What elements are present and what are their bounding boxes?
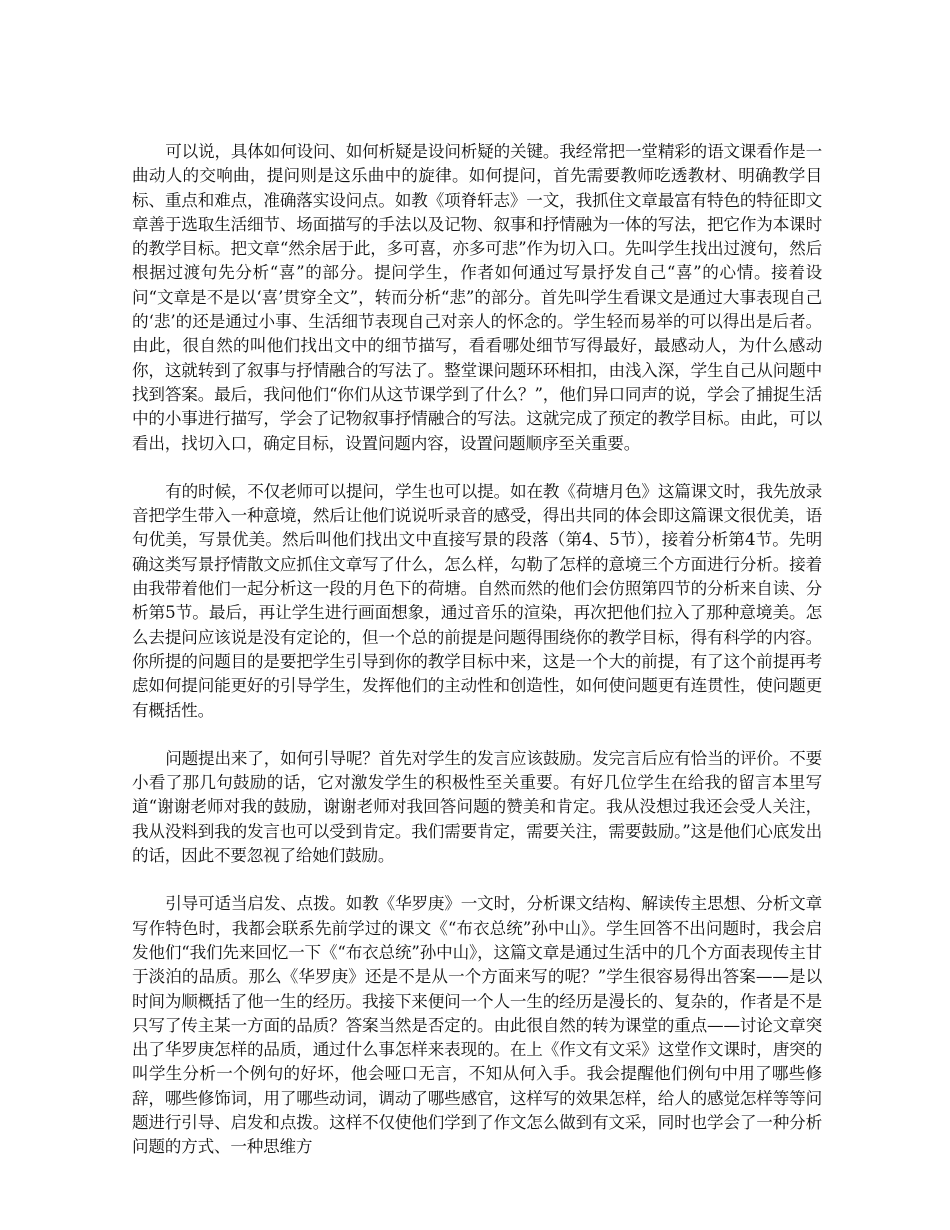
paragraph-4: 引导可适当启发、点拨。如教《华罗庚》一文时，分析课文结构、解读传主思想、分析文章写作特色时，我都会联系先前学过的课文《“布衣总统”孙中山》。学生回答不出问题时，我会启发他们“我们先来回忆一下《“布衣总统”孙中山》，这篇文章是通过生活中的几个方面表现传主甘于淡泊的品质。那么《华罗庚》还是不是从一个方面来写的呢？”学生很容易得出答案——是以时间为顺概括了他一生的经历。我接下来便问一个人一生的经历是漫长的、复杂的，作者是不是只写了传主某一方面的品质？答案当然是否定的。由此很自然的转为课堂的重点——讨论文章突出了华罗庚怎样的品质，通过什么事怎样来表现的。在上《作文有文采》这堂作文课时，唐突的叫学生分析一个例句的好坏，他会哑口无言，不知从何入手。我会提醒他们例句中用了哪些修辞，哪些修饰词，用了哪些动词，调动了哪些感官，这样写的效果怎样，给人的感觉怎样等等问题进行引导、启发和点拨。这样不仅使他们学到了作文怎么做到有文采，同时也学会了一种分析问题的方式、一种思维方 [132, 894, 822, 1157]
paragraph-gap [132, 723, 822, 747]
paragraph-2: 有的时候，不仅老师可以提问，学生也可以提。如在教《荷塘月色》这篇课文时，我先放录音把学生带入一种意境，然后让他们说说听录音的感受，得出共同的体会即这篇课文很优美，语句优美，写景优美。然后叫他们找出文中直接写景的段落（第4、5节），接着分析第4节。先明确这类写景抒情散文应抓住文章写了什么，怎么样，勾勒了怎样的意境三个方面进行分析。接着由我带着他们一起分析这一段的月色下的荷塘。自然而然的他们会仿照第四节的分析来自读、分析第5节。最后，再让学生进行画面想象，通过音乐的渲染，再次把他们拉入了那种意境美。怎么去提问应该说是没有定论的，但一个总的前提是问题得围绕你的教学目标，得有科学的内容。你所提的问题目的是要把学生引导到你的教学目标中来，这是一个大的前提，有了这个前提再考虑如何提问能更好的引导学生，发挥他们的主动性和创造性，如何使问题更有连贯性，使问题更有概括性。 [132, 481, 822, 720]
paragraph-gap [132, 868, 822, 892]
paragraph-gap [132, 456, 822, 480]
document-body [132, 140, 822, 1160]
paragraph-1: 可以说，具体如何设问、如何析疑是设问析疑的关键。我经常把一堂精彩的语文课看作是一曲动人的交响曲，提问则是这乐曲中的旋律。如何提问，首先需要教师吃透教材、明确教学目标、重点和难点，准确落实设问点。如教《项脊轩志》一文，我抓住文章最富有特色的特征即文章善于选取生活细节、场面描写的手法以及记物、叙事和抒情融为一体的写法，把它作为本课时的教学目标。把文章“然余居于此，多可喜，亦多可悲”作为切入口。先叫学生找出过渡句，然后根据过渡句先分析“喜”的部分。提问学生，作者如何通过写景抒发自己“喜”的心情。接着设问“文章是不是以‘喜’贯穿全文”，转而分析“悲”的部分。首先叫学生看课文是通过大事表现自己的‘悲’的还是通过小事、生活细节表现自己对亲人的怀念的。学生轻而易举的可以得出是后者。由此，很自然的叫他们找出文中的细节描写，看看哪处细节写得最好，最感动人，为什么感动你，这就转到了叙事与抒情融合的写法了。整堂课问题环环相扣，由浅入深，学生自己从问题中找到答案。最后，我问他们“你们从这节课学到了什么？”，他们异口同声的说，学会了捕捉生活中的小事进行描写，学会了记物叙事抒情融合的写法。这就完成了预定的教学目标。由此，可以看出，找切入口，确定目标，设置问题内容，设置问题顺序至关重要。 [132, 142, 822, 453]
paragraph-3: 问题提出来了，如何引导呢？首先对学生的发言应该鼓励。发完言后应有恰当的评价。不要小看了那几句鼓励的话，它对激发学生的积极性至关重要。有好几位学生在给我的留言本里写道“谢谢老师对我的鼓励，谢谢老师对我回答问题的赞美和肯定。我从没想过我还会受人关注，我从没料到我的发言也可以受到肯定。我们需要肯定，需要关注，需要鼓励。”这是他们心底发出的话，因此不要忽视了给她们鼓励。 [132, 748, 822, 866]
